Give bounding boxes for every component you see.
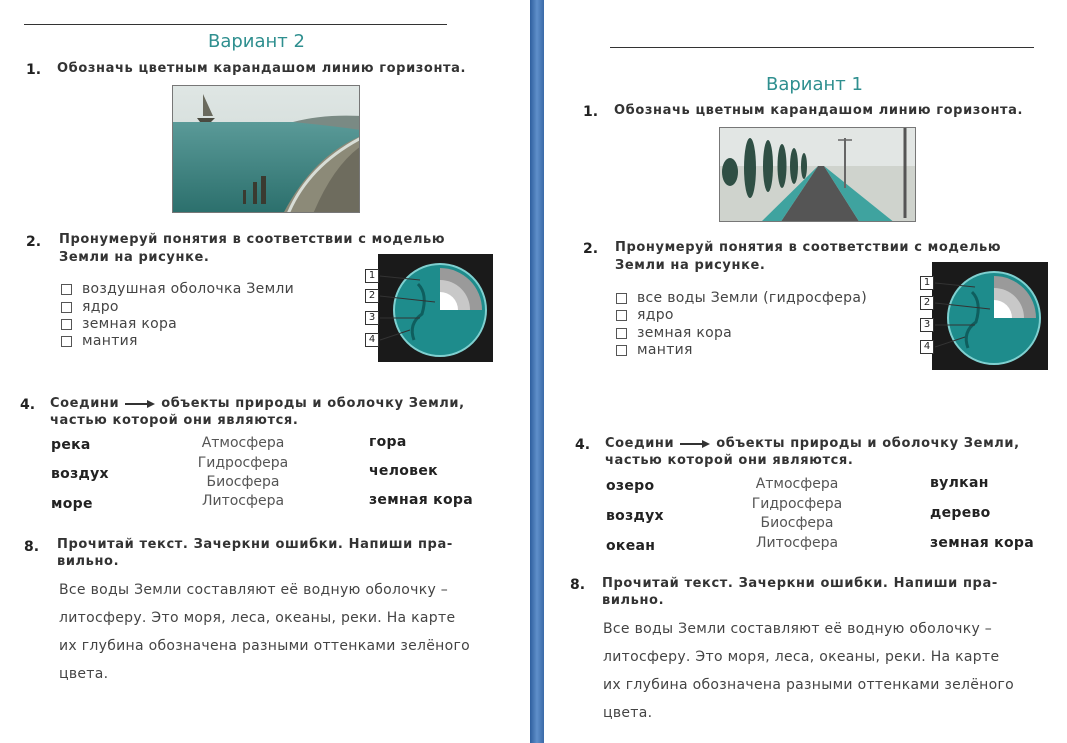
connect-word: Соедини [50, 396, 120, 411]
model-label-box: 2 [365, 289, 379, 303]
connect-word: Соедини [605, 436, 675, 451]
earth-shell[interactable]: Биосфера [760, 515, 834, 531]
question-number: 4. [575, 437, 591, 453]
text-line: литосферу. Это моря, леса, океаны, реки. На карте [603, 649, 1000, 665]
name-line [610, 47, 1034, 48]
checkbox[interactable] [61, 302, 72, 313]
checkbox-option[interactable] [616, 290, 867, 306]
text-line: цвета. [603, 705, 653, 721]
text-line: их глубина обозначена разными оттенками зелёного [59, 638, 471, 654]
model-label-box: 4 [920, 340, 934, 354]
checkbox[interactable] [61, 336, 72, 347]
text-line: Все воды Земли составляют её водную оболочку – [603, 621, 993, 637]
question-text-line1: Прочитай текст. Зачеркни ошибки. Напиши пра- [57, 537, 453, 552]
checkbox-option[interactable] [616, 342, 693, 358]
checkbox[interactable] [61, 319, 72, 330]
question-number: 1. [583, 104, 599, 120]
model-label-box: 1 [920, 276, 934, 290]
nature-object[interactable]: гора [369, 434, 407, 450]
variant-title: Вариант 2 [208, 31, 305, 52]
model-label-box: 1 [365, 269, 379, 283]
text-line: литосферу. Это моря, леса, океаны, реки. На карте [59, 610, 456, 626]
question-number: 4. [20, 397, 36, 413]
exercise-text [59, 576, 519, 688]
question-text-line1: Прочитай текст. Зачеркни ошибки. Напиши пра- [602, 576, 998, 591]
option-label: мантия [637, 342, 693, 358]
question-number: 2. [583, 241, 599, 257]
model-pointer-lines [380, 270, 450, 350]
nature-object[interactable]: человек [369, 463, 438, 479]
question-text-line2: частью которой они являются. [605, 453, 854, 468]
question-text-line2: Земли на рисунке. [615, 258, 766, 273]
right-page [544, 0, 1067, 743]
connect-text: объекты природы и оболочку Земли, [161, 396, 465, 411]
nature-object[interactable]: земная кора [930, 535, 1034, 551]
question-text-line1 [50, 395, 465, 412]
connect-text: объекты природы и оболочку Земли, [716, 436, 1020, 451]
model-label-box: 3 [365, 311, 379, 325]
model-pointer-lines [935, 277, 1005, 357]
nature-object[interactable]: океан [606, 538, 656, 554]
question-text-line1 [605, 435, 1020, 452]
checkbox[interactable] [616, 310, 627, 321]
question-number: 1. [26, 62, 42, 78]
earth-shell[interactable]: Гидросфера [197, 455, 289, 471]
road-with-trees-image [719, 127, 916, 222]
checkbox-option[interactable] [61, 333, 138, 349]
nature-object[interactable]: земная кора [369, 492, 473, 508]
question-text-line1: Пронумеруй понятия в соответствии с моделью [615, 240, 1002, 255]
question-text: Обозначь цветным карандашом линию горизонта. [614, 103, 1024, 118]
option-label: земная кора [637, 325, 733, 341]
checkbox[interactable] [61, 284, 72, 295]
arrow-icon [680, 440, 710, 448]
book-spine [530, 0, 544, 743]
option-label: все воды Земли (гидросфера) [637, 290, 868, 306]
name-line [24, 24, 447, 25]
nature-object[interactable]: дерево [930, 505, 991, 521]
question-text-line1: Пронумеруй понятия в соответствии с моделью [59, 232, 446, 247]
nature-object[interactable]: вулкан [930, 475, 989, 491]
option-label: мантия [82, 333, 138, 349]
model-label-box: 4 [365, 333, 379, 347]
earth-shell[interactable]: Биосфера [206, 474, 280, 490]
checkbox[interactable] [616, 345, 627, 356]
text-line: Все воды Земли составляют её водную оболочку – [59, 582, 449, 598]
earth-shell[interactable]: Литосфера [755, 535, 839, 551]
variant-title: Вариант 1 [766, 74, 863, 95]
text-line: их глубина обозначена разными оттенками зелёного [603, 677, 1015, 693]
question-number: 8. [24, 539, 40, 555]
arrow-icon [125, 400, 155, 408]
checkbox-option[interactable] [61, 316, 177, 332]
model-label-box: 3 [920, 318, 934, 332]
checkbox-option[interactable] [616, 307, 674, 323]
checkbox-option[interactable] [616, 325, 732, 341]
earth-shell[interactable]: Атмосфера [755, 476, 839, 492]
question-text: Обозначь цветным карандашом линию горизонта. [57, 61, 467, 76]
question-number: 8. [570, 577, 586, 593]
model-label-box: 2 [920, 296, 934, 310]
question-text-line2: вильно. [602, 593, 665, 608]
checkbox-option[interactable] [61, 299, 119, 315]
nature-object[interactable]: озеро [606, 478, 655, 494]
text-line: цвета. [59, 666, 109, 682]
checkbox[interactable] [616, 328, 627, 339]
exercise-text [603, 615, 1058, 727]
earth-shell[interactable]: Гидросфера [751, 496, 843, 512]
nature-object[interactable]: река [51, 437, 91, 453]
seascape-sailboat-image [172, 85, 360, 213]
nature-object[interactable]: воздух [51, 466, 109, 482]
nature-object[interactable]: море [51, 496, 93, 512]
question-text-line2: Земли на рисунке. [59, 250, 210, 265]
option-label: ядро [637, 307, 674, 323]
question-number: 2. [26, 234, 42, 250]
question-text-line2: частью которой они являются. [50, 413, 299, 428]
checkbox[interactable] [616, 293, 627, 304]
option-label: воздушная оболочка Земли [82, 281, 295, 297]
left-page [0, 0, 530, 743]
option-label: ядро [82, 299, 119, 315]
earth-shell[interactable]: Атмосфера [201, 435, 285, 451]
question-text-line2: вильно. [57, 554, 120, 569]
nature-object[interactable]: воздух [606, 508, 664, 524]
option-label: земная кора [82, 316, 178, 332]
checkbox-option[interactable] [61, 281, 294, 297]
earth-shell[interactable]: Литосфера [201, 493, 285, 509]
